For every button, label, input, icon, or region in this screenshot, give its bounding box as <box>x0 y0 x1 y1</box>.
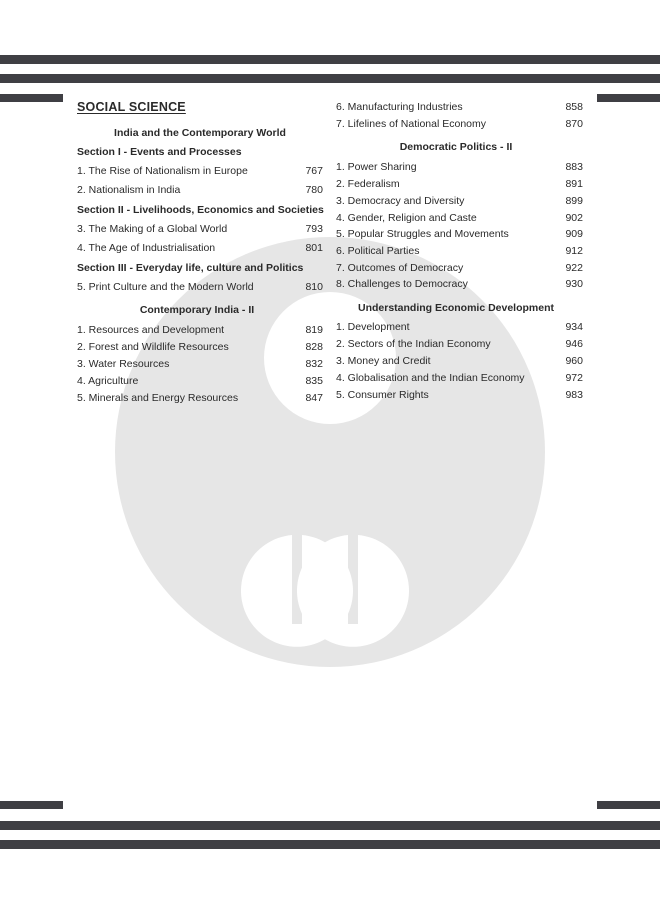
list-item[interactable] <box>336 372 583 385</box>
item-label: 6. Manufacturing Industries <box>336 101 463 113</box>
list-item[interactable] <box>77 281 323 294</box>
item-label: 5. Minerals and Energy Resources <box>77 392 239 404</box>
item-page: 780 <box>305 184 323 196</box>
item-label: 4. Agriculture <box>77 375 139 387</box>
section-1-title: Section I - Events and Processes <box>77 146 242 158</box>
list-item[interactable] <box>77 358 323 371</box>
item-page: 912 <box>565 245 583 257</box>
item-page: 891 <box>565 178 583 190</box>
list-item[interactable] <box>77 184 323 197</box>
item-label: 1. Development <box>336 321 410 333</box>
list-item[interactable] <box>77 392 323 405</box>
list-item[interactable] <box>336 338 583 351</box>
book-title-democratic-politics: Democratic Politics - II <box>399 141 513 153</box>
item-page: 983 <box>565 389 583 401</box>
list-item[interactable] <box>77 341 323 354</box>
item-page: 819 <box>305 324 323 336</box>
item-page: 909 <box>565 228 583 240</box>
item-label: 4. Gender, Religion and Caste <box>336 212 477 224</box>
list-item[interactable] <box>336 321 583 334</box>
item-label: 1. The Rise of Nationalism in Europe <box>77 165 248 177</box>
item-label: 6. Political Parties <box>336 245 420 257</box>
section-3-title: Section III - Everyday life, culture and Politics <box>77 262 304 274</box>
item-page: 946 <box>565 338 583 350</box>
item-label: 4. Globalisation and the Indian Economy <box>336 372 525 384</box>
item-page: 835 <box>305 375 323 387</box>
item-page: 960 <box>565 355 583 367</box>
subject-title: SOCIAL SCIENCE <box>77 100 186 114</box>
item-page: 767 <box>305 165 323 177</box>
item-label: 5. Print Culture and the Modern World <box>77 281 254 293</box>
item-label: 5. Popular Struggles and Movements <box>336 228 509 240</box>
list-item[interactable] <box>77 165 323 178</box>
item-page: 899 <box>565 195 583 207</box>
list-item[interactable] <box>336 278 583 291</box>
item-page: 793 <box>305 223 323 235</box>
item-label: 1. Power Sharing <box>336 161 417 173</box>
item-label: 5. Consumer Rights <box>336 389 429 401</box>
section-2-title: Section II - Livelihoods, Economics and Societies <box>77 204 324 216</box>
item-label: 2. Forest and Wildlife Resources <box>77 341 229 353</box>
item-page: 972 <box>565 372 583 384</box>
item-page: 934 <box>565 321 583 333</box>
book-title-understanding-economic-development: Understanding Economic Development <box>357 302 555 314</box>
item-page: 902 <box>565 212 583 224</box>
list-item[interactable] <box>336 262 583 275</box>
item-label: 8. Challenges to Democracy <box>336 278 468 290</box>
list-item[interactable] <box>336 245 583 258</box>
item-label: 3. Water Resources <box>77 358 170 370</box>
list-item[interactable] <box>336 195 583 208</box>
list-item[interactable] <box>336 389 583 402</box>
item-label: 1. Resources and Development <box>77 324 225 336</box>
item-page: 828 <box>305 341 323 353</box>
list-item[interactable] <box>77 324 323 337</box>
book-title-contemporary-india: Contemporary India - II <box>139 304 255 316</box>
item-page: 832 <box>305 358 323 370</box>
list-item[interactable] <box>336 212 583 225</box>
item-page: 883 <box>565 161 583 173</box>
item-page: 810 <box>305 281 323 293</box>
item-page: 930 <box>565 278 583 290</box>
item-page: 801 <box>305 242 323 254</box>
item-page: 922 <box>565 262 583 274</box>
item-page: 870 <box>565 118 583 130</box>
item-label: 7. Outcomes of Democracy <box>336 262 464 274</box>
item-page: 858 <box>565 101 583 113</box>
item-label: 2. Nationalism in India <box>77 184 181 196</box>
list-item[interactable] <box>77 375 323 388</box>
item-label: 4. The Age of Industrialisation <box>77 242 216 254</box>
item-label: 2. Sectors of the Indian Economy <box>336 338 491 350</box>
item-label: 3. The Making of a Global World <box>77 223 228 235</box>
item-label: 3. Money and Credit <box>336 355 431 367</box>
list-item[interactable] <box>336 228 583 241</box>
list-item[interactable] <box>336 178 583 191</box>
list-item[interactable] <box>77 223 323 236</box>
list-item[interactable] <box>77 242 323 255</box>
list-item[interactable] <box>336 355 583 368</box>
item-page: 847 <box>305 392 323 404</box>
item-label: 7. Lifelines of National Economy <box>336 118 486 130</box>
book-title-india-contemporary-world: India and the Contemporary World <box>114 127 286 139</box>
item-label: 2. Federalism <box>336 178 400 190</box>
list-item[interactable] <box>336 161 583 174</box>
list-item[interactable] <box>336 101 583 114</box>
item-label: 3. Democracy and Diversity <box>336 195 465 207</box>
list-item[interactable] <box>336 118 583 131</box>
